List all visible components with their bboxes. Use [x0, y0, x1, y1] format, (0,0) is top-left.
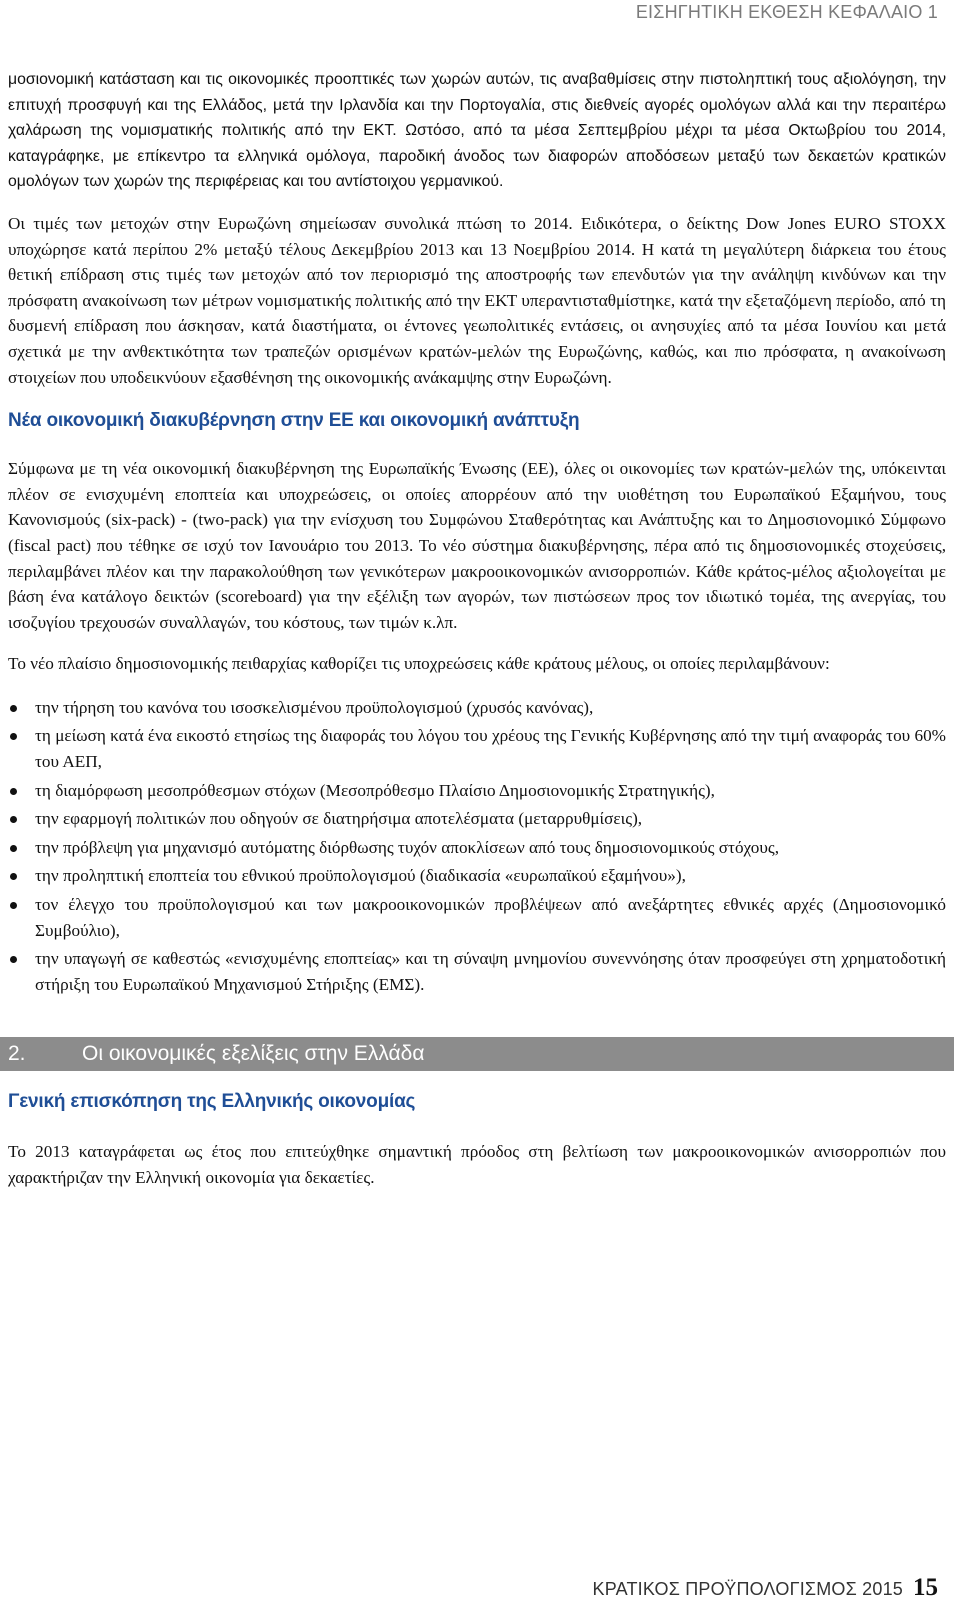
- bullet-icon: [10, 705, 17, 712]
- bullet-icon: [10, 733, 17, 740]
- list-item: την πρόβλεψη για μηχανισμό αυτόματης διόρθωσης τυχόν αποκλίσεων από τους δημοσιονομικούς στόχους,: [8, 835, 946, 861]
- bullet-icon: [10, 788, 17, 795]
- list-item: τον έλεγχο του προϋπολογισμού και των μακροοικονομικών προβλέψεων από ανεξάρτητες εθνικές αρχές (Δημοσιονομικό Συμβούλιο),: [8, 892, 946, 943]
- bullet-icon: [10, 956, 17, 963]
- paragraph-fiscal-framework: Το νέο πλαίσιο δημοσιονομικής πειθαρχίας καθορίζει τις υποχρεώσεις κάθε κράτους μέλους, οι οποίες περιλαμβάνουν:: [8, 654, 830, 674]
- list-item: τη μείωση κατά ένα εικοστό ετησίως της διαφοράς του λόγου του χρέους της Γενικής Κυβέρνησης από την τιμή αναφοράς του 60% του ΑΕΠ,: [8, 723, 946, 774]
- page-number: 15: [913, 1574, 938, 1601]
- page-content: [8, 67, 946, 1207]
- section-title-bar: [0, 1037, 954, 1071]
- list-item: την εφαρμογή πολιτικών που οδηγούν σε διατηρήσιμα αποτελέσματα (μεταρρυθμίσεις),: [8, 806, 946, 832]
- running-header: ΕΙΣΗΓΗΤΙΚΗ ΕΚΘΕΣΗ ΚΕΦΑΛΑΙΟ 1: [635, 2, 938, 22]
- list-item: τη διαμόρφωση μεσοπρόθεσμων στόχων (Μεσοπρόθεσμο Πλαίσιο Δημοσιονομικής Στρατηγικής),: [8, 778, 946, 804]
- heading-greek-economy-overview: Γενική επισκόπηση της Ελληνικής οικονομίας: [8, 1091, 416, 1113]
- list-item: την τήρηση του κανόνα του ισοσκελισμένου προϋπολογισμού (χρυσός κανόνας),: [8, 695, 946, 721]
- obligations-list: [8, 695, 946, 998]
- footer-title: ΚΡΑΤΙΚΟΣ ΠΡΟΫΠΟΛΟΓΙΣΜΟΣ 2015: [592, 1579, 903, 1599]
- bullet-icon: [10, 902, 17, 909]
- list-item: την προληπτική εποπτεία του εθνικού προϋπολογισμού (διαδικασία «ευρωπαϊκού εξαμήνου»),: [8, 863, 946, 889]
- section-title: Οι οικονομικές εξελίξεις στην Ελλάδα: [82, 1042, 425, 1066]
- list-item: την υπαγωγή σε καθεστώς «ενισχυμένης εποπτείας» και τη σύναψη μνημονίου συνεννόησης όταν προσφεύγει στη χρηματοδοτική στήριξη του Ευρωπαϊκού Μηχανισμού Στήριξης (ΕΜΣ).: [8, 946, 946, 997]
- heading-economic-governance: Νέα οικονομική διακυβέρνηση στην ΕΕ και οικονομική ανάπτυξη: [8, 410, 580, 432]
- paragraph-bond-markets: μοσιονομική κατάσταση και τις οικονομικές προοπτικές των χωρών αυτών, τις αναβαθμίσεις στην πιστοληπτική τους αξιολόγηση, την επιτυχή προσφυγή και της Ελλάδος, μετά την Ιρλανδία και την Πορτογαλία, στις διεθνείς αγορές ομολόγων αλλά και την περαιτέρω χαλάρωση της νομισματικής πολιτικής από την ΕΚΤ. Ωστόσο, από τα μέσα Σεπτεμβρίου μέχρι τα μέσα Οκτωβρίου του 2014, καταγράφηκε, με επίκεντρο τα ελληνικά ομόλογα, παροδική άνοδος των διαφορών αποδόσεων μεταξύ των δεκαετών κρατικών ομολόγων των χωρών της περιφέρειας και του αντίστοιχου γερμανικού.: [8, 71, 946, 191]
- running-footer: [593, 1574, 938, 1602]
- paragraph-governance: Σύμφωνα με τη νέα οικονομική διακυβέρνηση της Ευρωπαϊκής Ένωσης (ΕΕ), όλες οι οικονομίες των κρατών-μελών της, υπόκεινται πλέον σε ενισχυμένη εποπτεία και υποχρεώσεις, οι οποίες απορρέουν από την υιοθέτηση του Ευρωπαϊκού Εξαμήνου, τους Κανονισμούς (six-pack) - (two-pack) για την ενίσχυση του Συμφώνου Σταθερότητας και Ανάπτυξης και το Δημοσιονομικό Σύμφωνο (fiscal pact) που τέθηκε σε ισχύ τον Ιανουάριο του 2013. Το νέο σύστημα διακυβέρνησης, πέρα από τις δημοσιονομικές στοχεύσεις, περιλαμβάνει πλέον και την παρακολούθηση των γενικότερων μακροοικονομικών ανισορροπιών. Κάθε κράτος-μέλος αξιολογείται με βάση ένα κατάλογο δεικτών (scoreboard) για την εξέλιξη των αγορών, των πιστώσεων προς τον ιδιωτικό τομέα, της ανεργίας, του ισοζυγίου τρεχουσών συναλλαγών, του κόστους, των τιμών κ.λπ.: [8, 459, 946, 632]
- section-number: 2.: [8, 1042, 26, 1066]
- paragraph-greek-economy: Το 2013 καταγράφεται ως έτος που επιτεύχθηκε σημαντική πρόοδος στη βελτίωση των μακροοικονομικών ανισορροπιών που χαρακτήριζαν την Ελληνική οικονομία για δεκαετίες.: [8, 1142, 946, 1187]
- bullet-icon: [10, 816, 17, 823]
- bullet-icon: [10, 873, 17, 880]
- bullet-icon: [10, 845, 17, 852]
- paragraph-equity-prices: Οι τιμές των μετοχών στην Ευρωζώνη σημείωσαν συνολικά πτώση το 2014. Ειδικότερα, ο δείκτης Dow Jones EURO STOXX υποχώρησε κατά περίπου 2% μεταξύ τέλους Δεκεμβρίου 2013 και 13 Νοεμβρίου 2014. Η κατά τη μεγαλύτερη διάρκεια του έτους θετική επίδραση στις τιμές των μετοχών από τον περιορισμό της αποστροφής των επενδυτών για την ανάληψη κινδύνων και την πρόσφατη ανακοίνωση των μέτρων νομισματικής πολιτικής από την ΕΚΤ υπεραντισταθμίστηκε, κατά την εξεταζόμενη περίοδο, από τη δυσμενή επίδραση που άσκησαν, κατά διαστήματα, οι έντονες γεωπολιτικές εντάσεις, οι ανησυχίες από τα μέσα Ιουνίου και μετά σχετικά με την ανθεκτικότητα των τραπεζών ορισμένων κρατών-μελών της Ευρωζώνης, καθώς, και πιο πρόσφατα, η ανακοίνωση στοιχείων που υποδεικνύουν εξασθένηση της οικονομικής ανάκαμψης στην Ευρωζώνη.: [8, 213, 946, 387]
